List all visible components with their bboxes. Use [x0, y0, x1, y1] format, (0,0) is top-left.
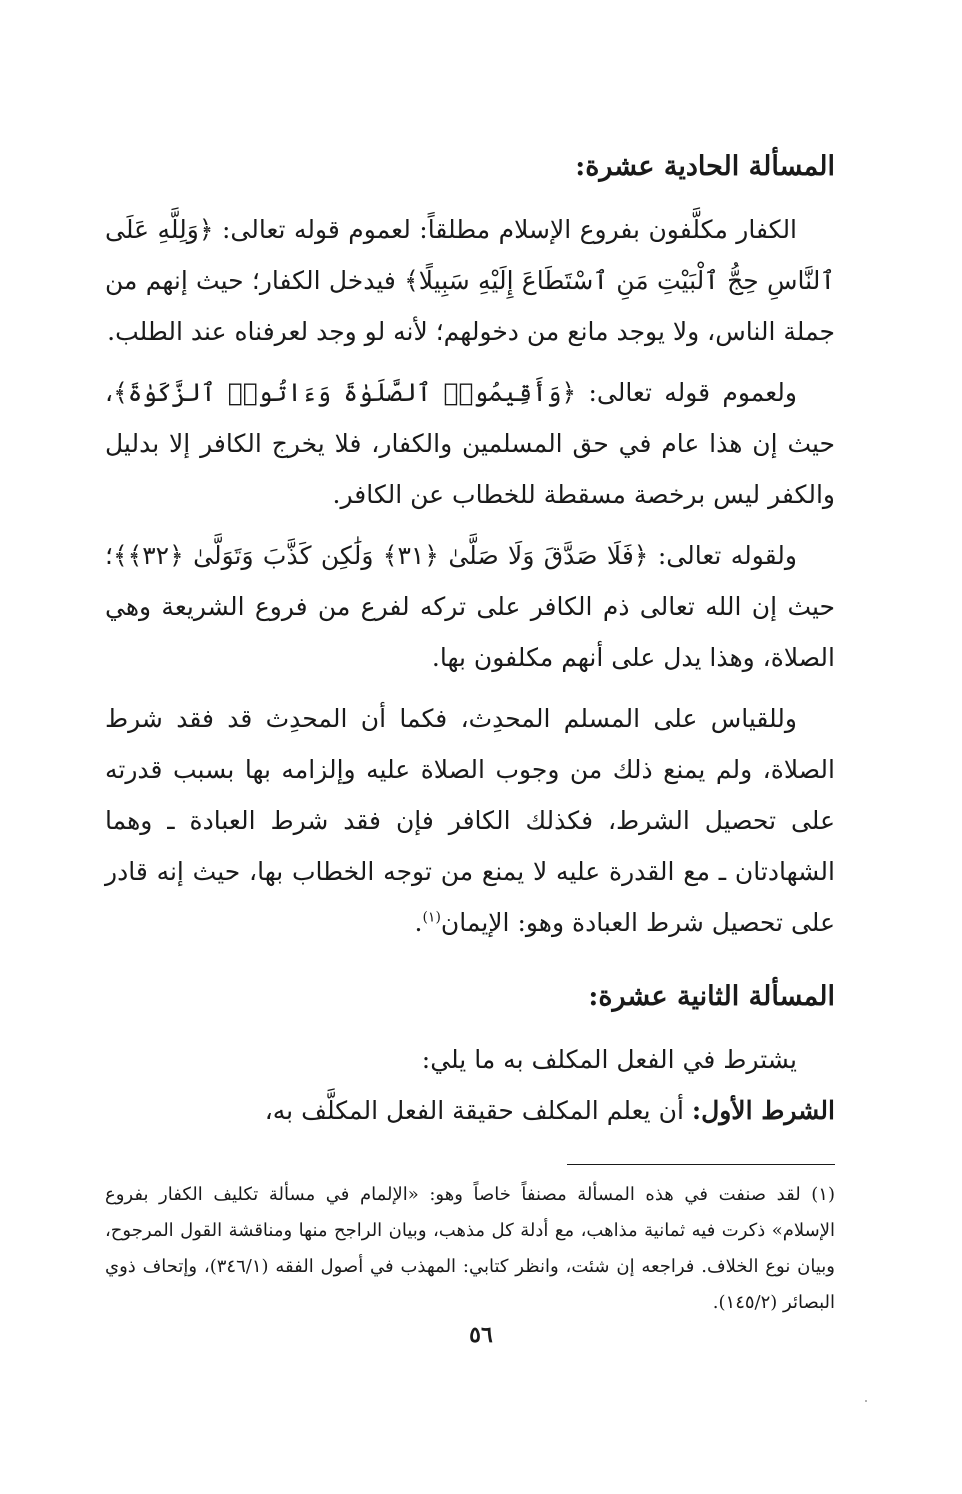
condition-label: الشرط الأول: — [691, 1096, 835, 1125]
page-body — [105, 140, 835, 1321]
scan-speck — [865, 1400, 867, 1402]
paragraph-text: الكفار مكلَّفون بفروع الإسلام مطلقاً: لعموم قوله تعالى: — [221, 215, 798, 244]
paragraph-text: وللقياس على المسلم المحدِث، فكما أن المحدِث قد فقد شرط الصلاة، ولم يمنع ذلك من وجوب الصلاة عليه وإلزامه بها بسبب قدرته على تحصيل الشرط، فكذلك الكافر فإن فقد شرط العبادة ـ وهما الشهادتان ـ مع القدرة عليه لا يمنع من توجه الخطاب بها، حيث إنه قادر على تحصيل شرط العبادة وهو: الإيمان — [105, 704, 835, 937]
section-heading-11: المسألة الحادية عشرة: — [575, 151, 835, 182]
quran-verse: ﴿فَلَا صَدَّقَ وَلَا صَلَّىٰ ﴿٣١﴾ وَلَٰكِن كَذَّبَ وَتَوَلَّىٰ ﴿٣٢﴾﴾ — [112, 541, 649, 570]
paragraph-5 — [105, 1034, 835, 1085]
quran-verse: ﴿وَأَقِيمُوا۟ ٱلصَّلَوٰةَ وَءَاتُوا۟ ٱلزَّكَوٰةَ﴾ — [113, 378, 577, 407]
paragraph-text: فيدخل الكفار؛ حيث إنهم من جملة الناس، ولا يوجد مانع من دخولهم؛ لأنه لو وجد لعرفناه عند الطلب. — [105, 266, 835, 346]
paragraph-text: ولعموم قوله تعالى: — [576, 378, 798, 407]
condition-text: أن يعلم المكلف حقيقة الفعل المكلَّف به، — [264, 1096, 692, 1125]
paragraph-4 — [105, 693, 835, 948]
condition-line — [105, 1085, 835, 1136]
footnote — [105, 1177, 835, 1321]
page-number: ٥٦ — [469, 1322, 493, 1348]
paragraph-end: . — [414, 908, 423, 937]
paragraph-text: ، حيث إن هذا عام في حق المسلمين والكفار، فلا يخرج الكافر إلا بدليل والكفر ليس برخصة مسقطة للخطاب عن الكافر. — [105, 378, 835, 509]
paragraph-3 — [105, 530, 835, 683]
paragraph-text: ولقوله تعالى: — [648, 541, 797, 570]
quran-verse: ﴿وَلِلَّهِ عَلَى ٱلنَّاسِ حِجُّ ٱلْبَيْتِ مَنِ ٱسْتَطَاعَ إِلَيْهِ سَبِيلًا﴾ — [105, 215, 835, 295]
footnote-reference: (١) — [422, 909, 441, 926]
paragraph-2 — [105, 367, 835, 520]
paragraph-1 — [105, 204, 835, 357]
footnote-text: لقد صنفت في هذه المسألة مصنفاً خاصاً وهو: «الإلمام في مسألة تكليف الكفار بفروع الإسلام» ذكرت فيه ثمانية مذاهب، مع أدلة كل مذهب، وبيان الراجح منها ومناقشة القول المرجوح، وبيان نوع الخلاف. فراجعه إن شئت، وانظر كتابي: المهذب في أصول الفقه (٣٤٦/١)، وإتحاف ذوي البصائر (١٤٥/٢). — [105, 1184, 835, 1313]
paragraph-text: يشترط في الفعل المكلف به ما يلي: — [421, 1045, 797, 1074]
footnote-marker: (١) — [811, 1184, 835, 1205]
section-heading-12: المسألة الثانية عشرة: — [588, 981, 835, 1012]
paragraph-text: ؛ حيث إن الله تعالى ذم الكافر على تركه لفرع من فروع الشريعة وهي الصلاة، وهذا يدل على أنهم مكلفون بها. — [105, 541, 835, 672]
footnote-separator — [567, 1164, 835, 1165]
